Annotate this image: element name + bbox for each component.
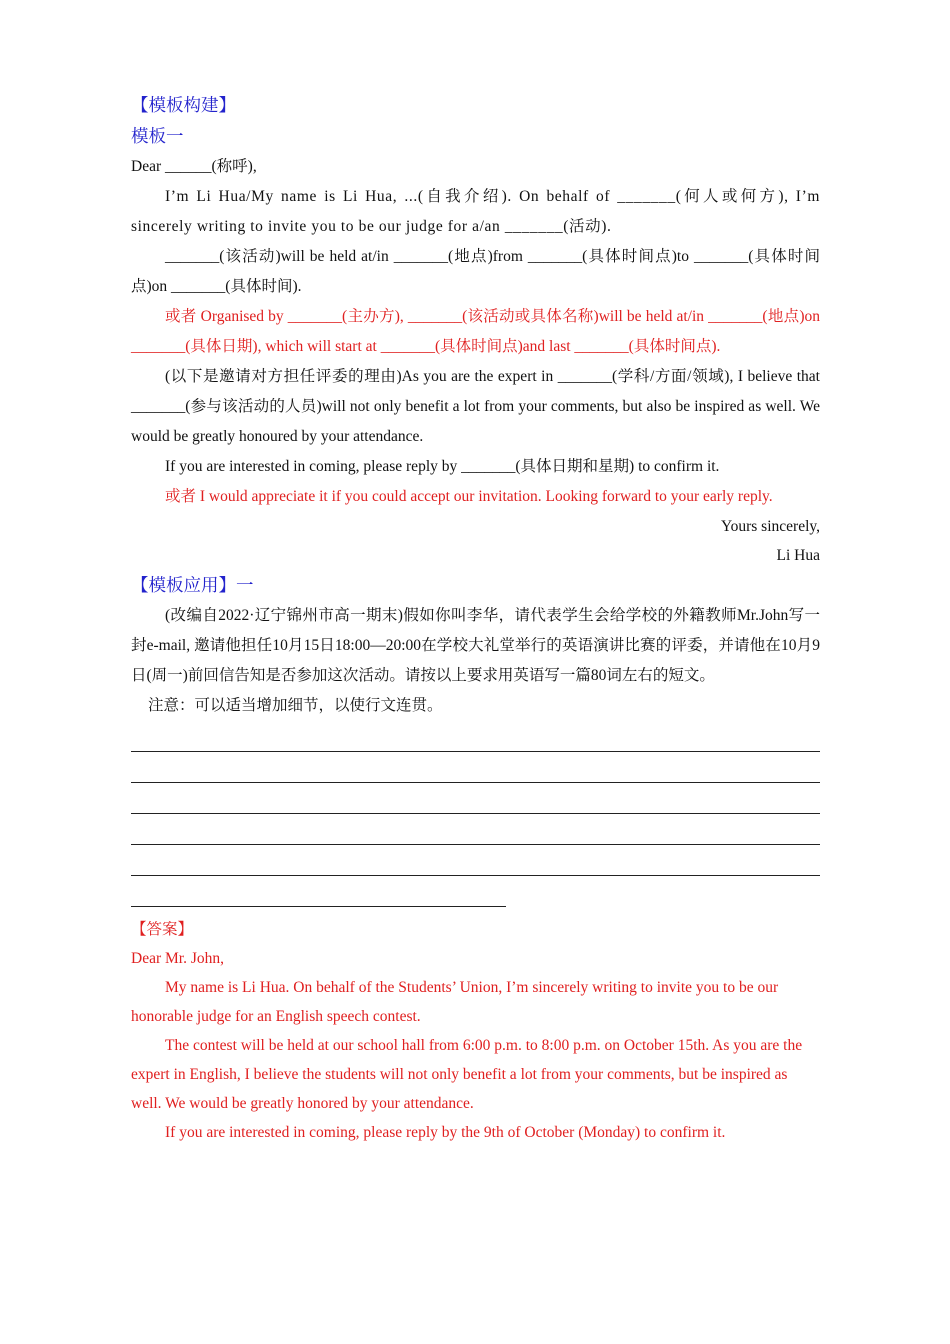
answer-line[interactable] [131, 845, 820, 876]
answer-salutation: Dear Mr. John, [131, 950, 224, 967]
answer-line[interactable] [131, 752, 820, 783]
template-signature: Li Hua [776, 547, 820, 564]
answer-heading: 【答案】 [131, 921, 194, 938]
answer-para3: If you are interested in coming, please reply by the 9th of October (Monday) to confirm it. [165, 1124, 726, 1141]
template-para4: If you are interested in coming, please reply by _______(具体日期和星期) to confirm it. [165, 458, 720, 475]
template-para4-alt: 或者 I would appreciate it if you could accept our invitation. Looking forward to your early reply. [165, 488, 773, 505]
answer-line[interactable] [131, 783, 820, 814]
template-closing: Yours sincerely, [720, 518, 820, 535]
answer-line[interactable] [131, 876, 506, 907]
document-page [131, 90, 820, 1147]
answer-para1: My name is Li Hua. On behalf of the Students’ Union, I’m sincerely writing to invite you to be our honorable judge for an English speech contest. [131, 979, 779, 1025]
template-para1: I’m Li Hua/My name is Li Hua, ...(自我介绍). On behalf of _______(何人或何方), I’m sincerely writing to invite you to be our judge for a/an _______(活动). [131, 188, 820, 235]
template-heading: 【模板构建】 [131, 95, 236, 115]
application-note: 注意：可以适当增加细节，以使行文连贯。 [148, 697, 443, 714]
template1-title: 模板一 [131, 126, 184, 146]
template-salutation: Dear ______(称呼), [131, 158, 257, 175]
template-para3: (以下是邀请对方担任评委的理由)As you are the expert in _______(学科/方面/领域), I believe that _______(参与该活动的人员)will not only benefit a lot from your comments, but also be inspired as well. We would be greatly honoured by your attendance. [131, 368, 820, 445]
template-para2: _______(该活动)will be held at/in _______(地点)from _______(具体时间点)to _______(具体时间点)on _______(具体时间). [131, 248, 820, 295]
application-prompt: (改编自2022·辽宁锦州市高一期末)假如你叫李华，请代表学生会给学校的外籍教师Mr.John写一封e-mail, 邀请他担任10月15日18:00—20:00在学校大礼堂举行的英语演讲比赛的评委，并请他在10月9日(周一)前回信告知是否参加这次活动。请按以上要求用英语写一篇80词左右的短文。 [131, 607, 820, 684]
application-heading: 【模板应用】一 [131, 575, 254, 595]
answer-line[interactable] [131, 721, 820, 752]
answer-para2: The contest will be held at our school hall from 6:00 p.m. to 8:00 p.m. on October 15th. As you are the expert in English, I believe the students will not only benefit a lot from your comments, but be inspired as well. We would be greatly honored by your attendance. [131, 1037, 803, 1112]
answer-lines [131, 721, 820, 907]
template-para2-alt: 或者 Organised by _______(主办方), _______(该活动或具体名称)will be held at/in _______(地点)on _______(具体日期), which will start at _______(具体时间点)and last _______(具体时间点). [131, 308, 820, 355]
answer-line[interactable] [131, 814, 820, 845]
